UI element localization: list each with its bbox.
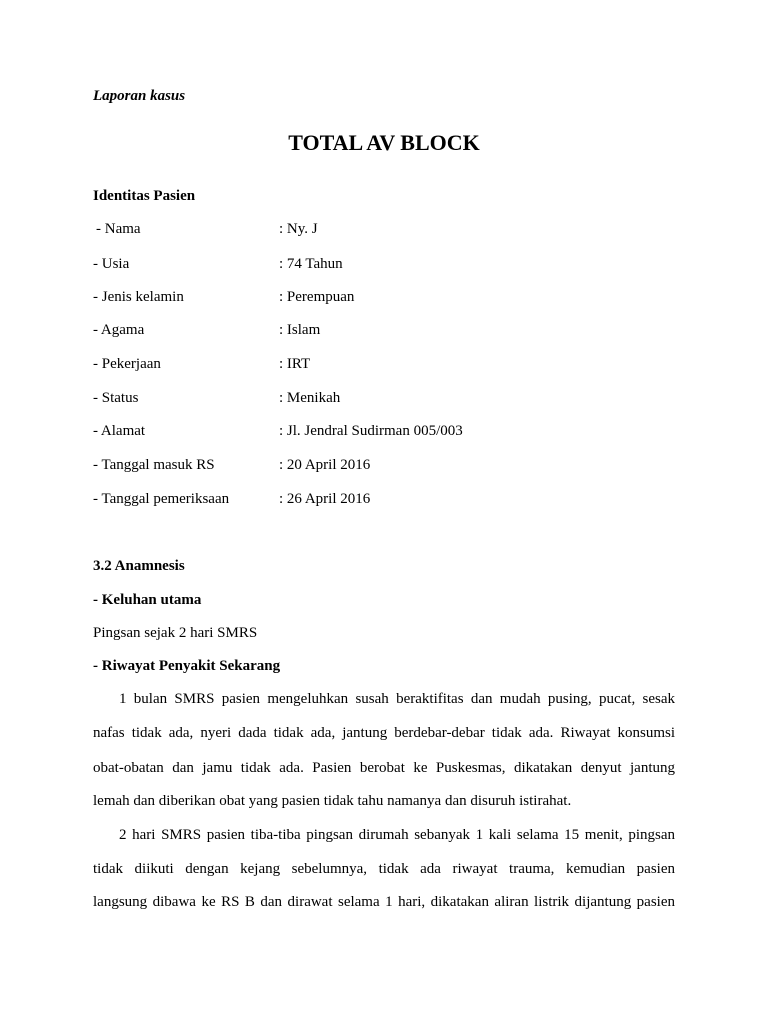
paragraph-line: lemah dan diberikan obat yang pasien tidak tahu namanya dan disuruh istirahat. — [93, 793, 572, 809]
field-label-pekerjaan: - Pekerjaan — [93, 356, 161, 372]
paragraph-line: tidak diikuti dengan kejang sebelumnya, tidak ada riwayat trauma, kemudian pasien — [93, 861, 675, 877]
riwayat-penyakit-heading: - Riwayat Penyakit Sekarang — [93, 658, 281, 674]
keluhan-utama-heading: - Keluhan utama — [93, 592, 202, 608]
field-label-alamat: - Alamat — [93, 423, 146, 439]
field-value-jenis-kelamin: : Perempuan — [279, 289, 355, 305]
paragraph-line: langsung dibawa ke RS B dan dirawat selama 1 hari, dikatakan aliran listrik dijantung pasien — [93, 894, 675, 910]
keluhan-utama-text: Pingsan sejak 2 hari SMRS — [93, 625, 258, 641]
field-value-tanggal-masuk: : 20 April 2016 — [279, 457, 371, 473]
field-value-usia: : 74 Tahun — [279, 256, 343, 272]
field-value-alamat: : Jl. Jendral Sudirman 005/003 — [279, 423, 463, 439]
field-value-agama: : Islam — [279, 322, 321, 338]
anamnesis-heading: 3.2 Anamnesis — [93, 558, 185, 574]
document-title: TOTAL AV BLOCK — [288, 130, 480, 155]
paragraph-line: nafas tidak ada, nyeri dada tidak ada, jantung berdebar-debar tidak ada. Riwayat konsumsi — [93, 725, 675, 741]
field-value-status: : Menikah — [279, 390, 341, 406]
field-label-status: - Status — [93, 390, 139, 406]
field-value-nama: : Ny. J — [279, 221, 318, 237]
field-label-nama: - Nama — [96, 221, 141, 237]
document-type-label: Laporan kasus — [93, 88, 186, 104]
field-value-tanggal-pemeriksaan: : 26 April 2016 — [279, 491, 371, 507]
field-label-jenis-kelamin: - Jenis kelamin — [93, 289, 184, 305]
field-label-tanggal-pemeriksaan: - Tanggal pemeriksaan — [93, 491, 230, 507]
paragraph-line: 2 hari SMRS pasien tiba-tiba pingsan dirumah sebanyak 1 kali selama 15 menit, pingsan — [119, 827, 675, 843]
field-label-agama: - Agama — [93, 322, 145, 338]
identitas-heading: Identitas Pasien — [93, 188, 196, 204]
field-value-pekerjaan: : IRT — [279, 356, 311, 372]
paragraph-line: 1 bulan SMRS pasien mengeluhkan susah beraktifitas dan mudah pusing, pucat, sesak — [119, 691, 675, 707]
field-label-usia: - Usia — [93, 256, 130, 272]
field-label-tanggal-masuk: - Tanggal masuk RS — [93, 457, 215, 473]
paragraph-line: obat-obatan dan jamu tidak ada. Pasien berobat ke Puskesmas, dikatakan denyut jantung — [93, 760, 675, 776]
